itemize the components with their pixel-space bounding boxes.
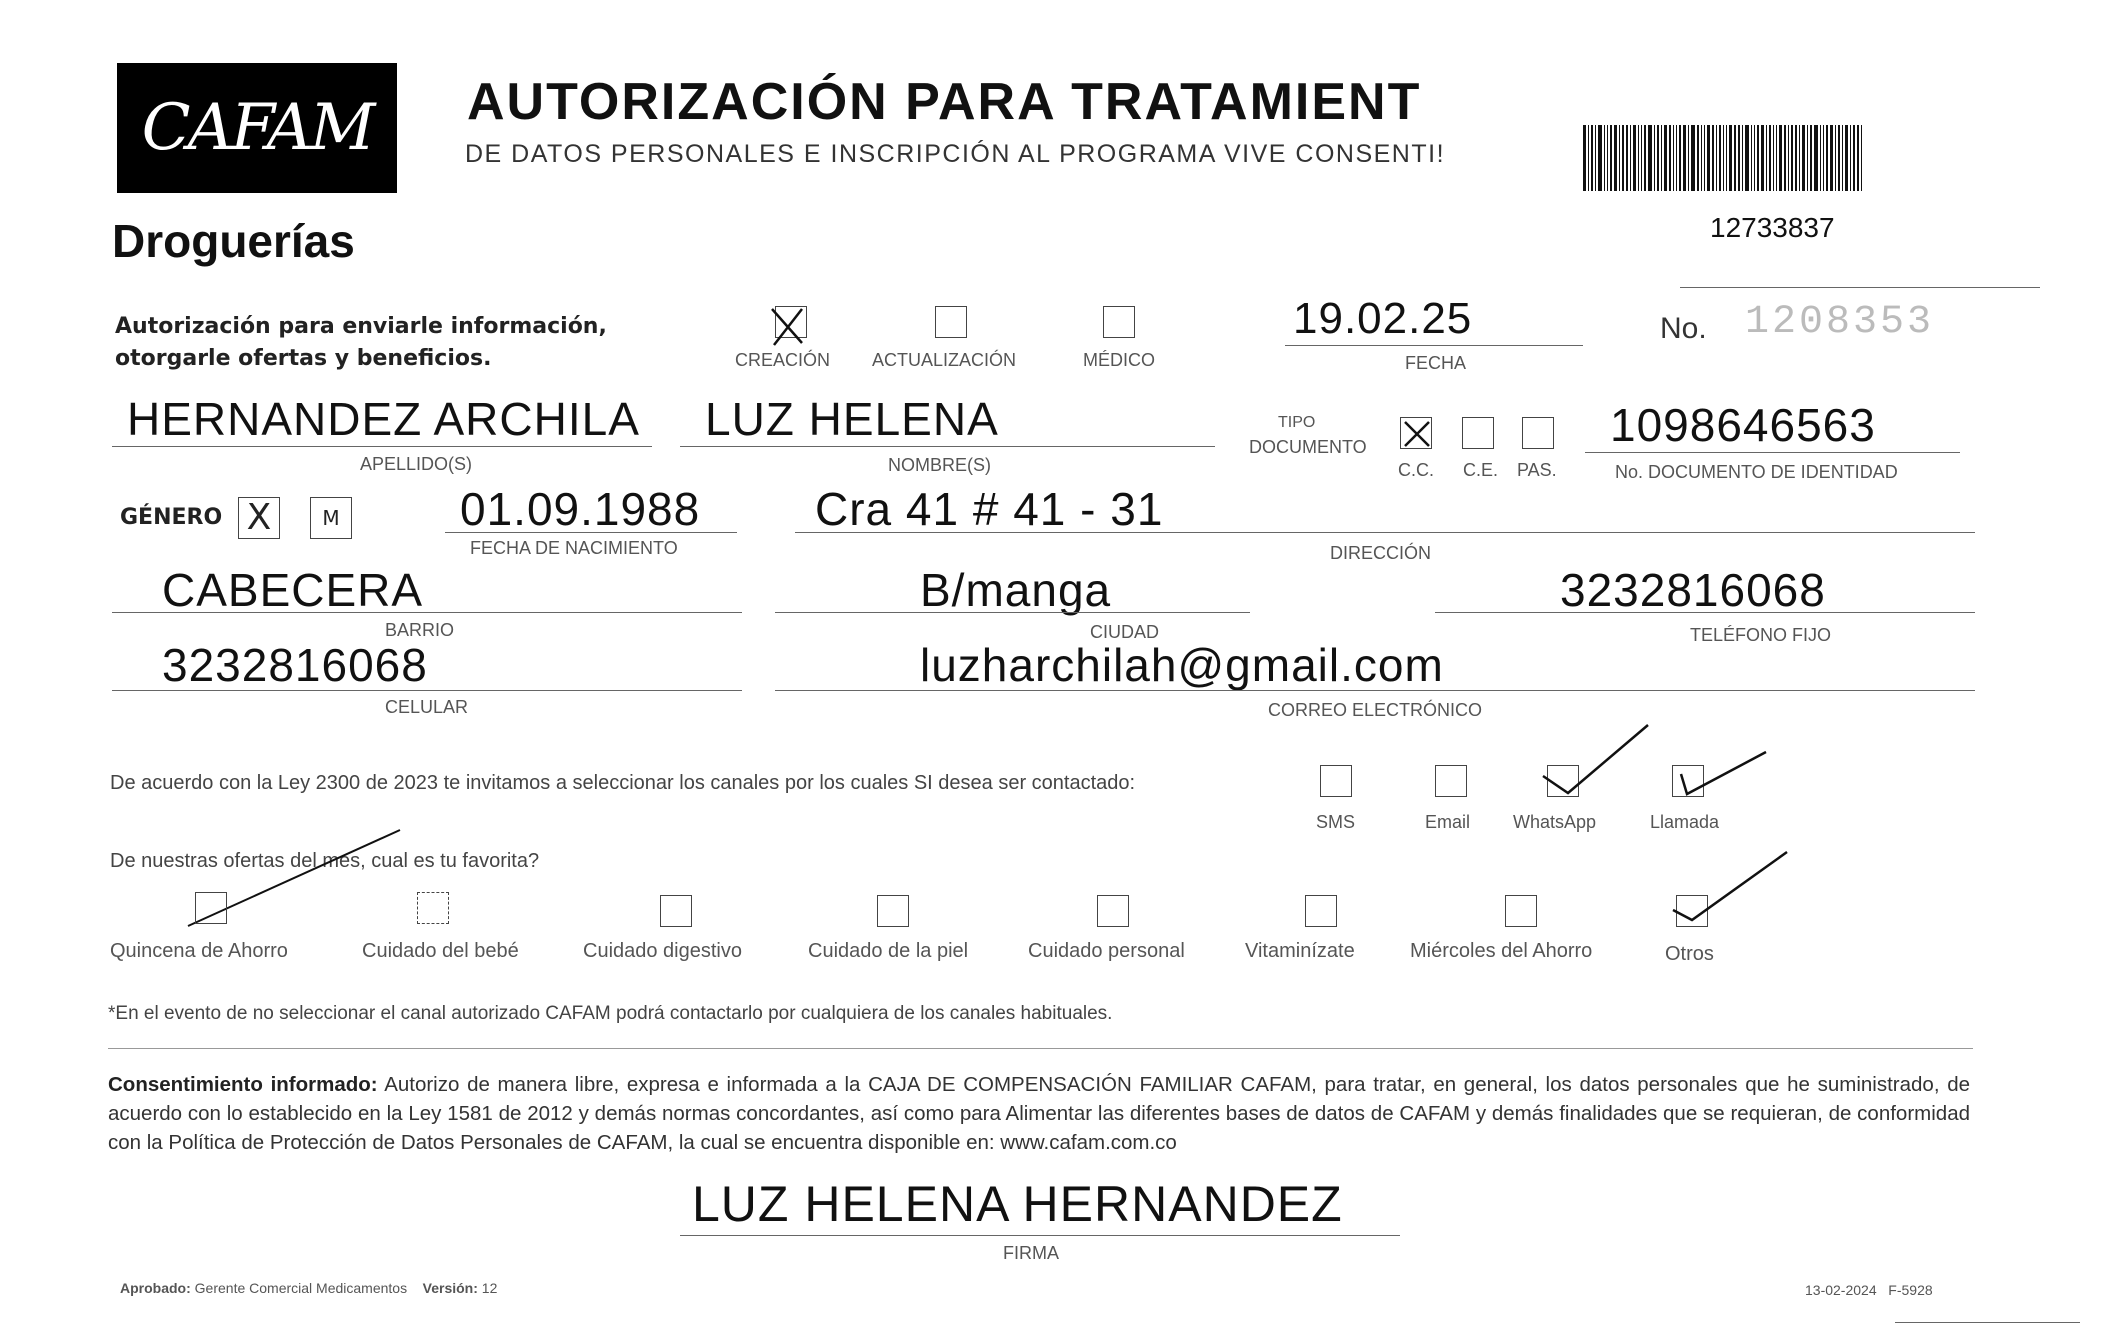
check-mark-icon <box>1667 848 1797 928</box>
barcode-bar <box>1673 125 1674 191</box>
actualizacion-label: ACTUALIZACIÓN <box>872 350 1017 370</box>
doc-number-label: No. DOCUMENTO DE IDENTIDAD <box>1615 462 1898 482</box>
form-title: AUTORIZACIÓN PARA TRATAMIENT <box>467 73 1422 131</box>
neighborhood-line <box>112 612 742 613</box>
barcode-bar <box>1726 125 1727 191</box>
address-value[interactable]: Cra 41 # 41 - 31 <box>815 483 1164 535</box>
barcode-bar <box>1633 125 1636 191</box>
check-mark-icon <box>1671 744 1781 804</box>
birth-label: FECHA DE NACIMIENTO <box>470 538 678 558</box>
offer-label-otros: Otros <box>1665 943 1714 965</box>
consent-label: Consentimiento informado: <box>108 1073 378 1096</box>
form-subtitle: DE DATOS PERSONALES E INSCRIPCIÓN AL PROGRAMA VIVE CONSENTI! <box>465 140 1446 168</box>
barcode-bar <box>1776 125 1777 191</box>
approved-value: Gerente Comercial Medicamentos <box>194 1280 408 1296</box>
date-line <box>1285 345 1583 346</box>
date-value[interactable]: 19.02.25 <box>1293 294 1473 343</box>
barcode-bar <box>1810 125 1812 191</box>
pas-label: PAS. <box>1517 460 1557 480</box>
creacion-label: CREACIÓN <box>735 350 831 370</box>
offer-checkbox-piel[interactable] <box>877 895 909 927</box>
barcode-bar <box>1661 125 1662 191</box>
date-code: 13-02-2024 <box>1805 1282 1877 1298</box>
actualizacion-checkbox[interactable] <box>935 306 967 338</box>
barcode-bar <box>1591 125 1593 191</box>
barcode-bar <box>1835 125 1836 191</box>
barcode-bar <box>1734 125 1736 191</box>
barcode-bar <box>1704 125 1705 191</box>
barcode-bar <box>1630 125 1631 191</box>
barcode-bar <box>1676 125 1677 191</box>
barcode-bar <box>1791 125 1793 191</box>
barcode-bar <box>1595 125 1596 191</box>
offer-checkbox-personal[interactable] <box>1097 895 1129 927</box>
gender-label: GÉNERO <box>120 505 223 530</box>
offer-label-miercoles: Miércoles del Ahorro <box>1410 940 1593 962</box>
medico-label: MÉDICO <box>1083 350 1155 370</box>
barcode-number: 12733837 <box>1710 212 1835 243</box>
offer-checkbox-miercoles[interactable] <box>1505 895 1537 927</box>
email-channel-label: Email <box>1425 812 1471 832</box>
cc-checkbox[interactable] <box>1400 417 1432 449</box>
llamada-label: Llamada <box>1650 812 1720 832</box>
offer-label-piel: Cuidado de la piel <box>808 940 969 962</box>
barcode-bar <box>1598 125 1602 191</box>
phone-value[interactable]: 3232816068 <box>1560 564 1826 616</box>
offer-label-vitaminizate: Vitaminízate <box>1245 940 1355 962</box>
email-value[interactable]: luzharchilah@gmail.com <box>920 639 1444 691</box>
medico-checkbox[interactable] <box>1103 306 1135 338</box>
sms-label: SMS <box>1316 812 1356 832</box>
offers-note: *En el evento de no seleccionar el canal autorizado CAFAM podrá contactarlo por cualquiera de los canales habituales. <box>108 1003 1113 1024</box>
version-value: 12 <box>481 1280 498 1296</box>
barcode-bar <box>1644 125 1646 191</box>
channels-question: De acuerdo con la Ley 2300 de 2023 te invitamos a seleccionar los canales por los cuales SI desea ser contactado: <box>110 772 1136 794</box>
barcode-bar <box>1691 125 1695 191</box>
authorization-line-1: Autorización para enviarle información, <box>115 314 607 339</box>
barcode-bar <box>1802 125 1805 191</box>
barcode-bar <box>1788 125 1789 191</box>
barcode-bar <box>1607 125 1608 191</box>
check-mark-icon <box>768 301 808 349</box>
consent-block <box>108 1070 1970 1157</box>
barcode-bar <box>1823 125 1824 191</box>
barcode-bar <box>1638 125 1639 191</box>
email-line <box>775 690 1975 691</box>
sms-checkbox[interactable] <box>1320 765 1352 797</box>
form-number: 1208353 <box>1745 300 1935 345</box>
llamada-checkbox[interactable] <box>1672 765 1704 797</box>
email-label: CORREO ELECTRÓNICO <box>1268 700 1483 720</box>
barcode-bar <box>1657 125 1659 191</box>
barcode-bar <box>1845 125 1848 191</box>
ce-checkbox[interactable] <box>1462 417 1494 449</box>
name-label: NOMBRE(S) <box>888 455 991 475</box>
barcode-bar <box>1757 125 1759 191</box>
barcode-bar <box>1857 125 1859 191</box>
barcode-bar <box>1716 125 1717 191</box>
whatsapp-label: WhatsApp <box>1513 812 1597 832</box>
barcode-bar <box>1614 125 1617 191</box>
approved-label: Aprobado: <box>120 1280 191 1296</box>
barcode-bar <box>1779 125 1782 191</box>
footer-codes <box>1805 1282 1933 1298</box>
barcode-bar <box>1679 125 1681 191</box>
barcode-bar <box>1707 125 1710 191</box>
barcode-bar <box>1742 125 1743 191</box>
name-line <box>680 446 1215 447</box>
barcode-bar <box>1850 125 1851 191</box>
city-value[interactable]: B/manga <box>920 564 1112 616</box>
barcode-bar <box>1583 125 1586 191</box>
cc-label: C.C. <box>1398 460 1434 480</box>
birth-value[interactable]: 01.09.1988 <box>460 483 701 535</box>
barcode-bar <box>1853 125 1855 191</box>
consent-text: Autorizo de manera libre, expresa e informada a la CAJA DE COMPENSACIÓN FAMILIAR CAFAM, para tratar, en general, los datos personales que he suministrado, de acuerdo con lo establecido en la Ley 1581 de 2012 y demás normas concordantes, así como para Alimentar las diferentes bases de datos de CAFAM y demás finalidades que se requieran, de conformidad con la Política de Protección de Datos Personales de CAFAM, la cual se encuentra disponible en: www.cafam.com.co <box>108 1073 1970 1154</box>
offer-checkbox-otros[interactable] <box>1676 895 1708 927</box>
address-line <box>795 532 1975 533</box>
barcode-bar <box>1588 125 1589 191</box>
check-mark-icon <box>1538 721 1658 801</box>
barcode-bar <box>1688 125 1689 191</box>
offer-checkbox-quincena[interactable] <box>195 892 227 924</box>
barcode-bar <box>1814 125 1818 191</box>
consent-divider <box>108 1048 1973 1049</box>
doc-number-value[interactable]: 1098646563 <box>1610 399 1876 451</box>
barcode-bar <box>1604 125 1605 191</box>
barcode-bar <box>1664 125 1667 191</box>
brand-name: Droguerías <box>112 215 355 267</box>
neighborhood-label: BARRIO <box>385 620 455 640</box>
barcode-bar <box>1683 125 1686 191</box>
phone-line <box>1435 612 1975 613</box>
name-value[interactable]: LUZ HELENA <box>705 393 999 445</box>
barcode-bar <box>1784 125 1786 191</box>
barcode-bar <box>1719 125 1721 191</box>
barcode-bar <box>1769 125 1771 191</box>
offer-label-personal: Cuidado personal <box>1028 940 1185 962</box>
city-label: CIUDAD <box>1090 622 1160 642</box>
barcode-bar <box>1738 125 1740 191</box>
neighborhood-value[interactable]: CABECERA <box>162 564 424 616</box>
barcode-bar <box>1766 125 1767 191</box>
form-code: F-5928 <box>1888 1282 1933 1298</box>
city-line <box>775 612 1250 613</box>
barcode-bar <box>1820 125 1821 191</box>
surname-label: APELLIDO(S) <box>360 454 473 474</box>
doc-number-line <box>1585 452 1960 453</box>
barcode-bar <box>1838 125 1840 191</box>
number-label: No. <box>1660 312 1707 345</box>
barcode-bar <box>1754 125 1755 191</box>
mobile-line <box>112 690 742 691</box>
header-divider <box>1680 287 2040 288</box>
authorization-line-2: otorgarle ofertas y beneficios. <box>115 346 492 371</box>
barcode-bar <box>1751 125 1752 191</box>
barcode-bar <box>1641 125 1642 191</box>
whatsapp-checkbox[interactable] <box>1547 765 1579 797</box>
barcode-bar <box>1610 125 1612 191</box>
barcode-bar <box>1697 125 1699 191</box>
email-checkbox[interactable] <box>1435 765 1467 797</box>
barcode-bar <box>1773 125 1774 191</box>
offer-checkbox-digestivo[interactable] <box>660 895 692 927</box>
version-label: Versión: <box>422 1280 478 1296</box>
mobile-label: CELULAR <box>385 697 469 717</box>
phone-label: TELÉFONO FIJO <box>1690 625 1832 645</box>
barcode-bar <box>1669 125 1671 191</box>
offers-question: De nuestras ofertas del mes, cual es tu favorita? <box>110 850 540 872</box>
barcode-bar <box>1799 125 1800 191</box>
offer-checkbox-bebe[interactable] <box>417 892 449 924</box>
barcode-bar <box>1826 125 1828 191</box>
barcode-bar <box>1622 125 1624 191</box>
barcode-bar <box>1807 125 1808 191</box>
barcode-bar <box>1648 125 1652 191</box>
creacion-checkbox[interactable] <box>775 306 807 338</box>
signature-label: FIRMA <box>1003 1243 1059 1263</box>
offer-checkbox-vitaminizate[interactable] <box>1305 895 1337 927</box>
signature[interactable]: LUZ HELENA HERNANDEZ <box>692 1176 1343 1232</box>
barcode-bar <box>1761 125 1764 191</box>
offer-label-digestivo: Cuidado digestivo <box>583 940 742 962</box>
offer-label-bebe: Cuidado del bebé <box>362 940 519 962</box>
barcode-bar <box>1654 125 1655 191</box>
offer-label-quincena: Quincena de Ahorro <box>110 940 288 962</box>
barcode-bar <box>1745 125 1749 191</box>
date-label: FECHA <box>1405 353 1467 373</box>
barcode-bar <box>1729 125 1732 191</box>
birth-line <box>445 532 737 533</box>
address-label: DIRECCIÓN <box>1330 543 1432 563</box>
barcode-bar <box>1830 125 1833 191</box>
gender-m-checkbox[interactable]: M <box>310 497 352 539</box>
barcode <box>1583 125 1918 191</box>
doc-type-label-2: DOCUMENTO <box>1249 437 1367 457</box>
barcode-bar <box>1712 125 1714 191</box>
pas-checkbox[interactable] <box>1522 417 1554 449</box>
barcode-bar <box>1701 125 1702 191</box>
barcode-bar <box>1861 125 1862 191</box>
barcode-bar <box>1723 125 1724 191</box>
cafam-logo: CAFAM <box>117 63 397 193</box>
barcode-bar <box>1626 125 1628 191</box>
doc-type-label-1: TIPO <box>1278 414 1316 431</box>
barcode-bar <box>1842 125 1843 191</box>
barcode-bar <box>1619 125 1620 191</box>
ce-label: C.E. <box>1463 460 1499 480</box>
barcode-bar <box>1795 125 1797 191</box>
surname-value[interactable]: HERNANDEZ ARCHILA <box>127 393 640 445</box>
surname-line <box>112 446 652 447</box>
footer-line <box>1895 1322 2080 1323</box>
mobile-value[interactable]: 3232816068 <box>162 639 428 691</box>
check-mark-icon <box>1401 418 1433 450</box>
authorization-text <box>115 311 607 375</box>
gender-f-checkbox[interactable]: X <box>238 497 280 539</box>
signature-line <box>680 1235 1400 1236</box>
footer-approval <box>120 1280 497 1296</box>
